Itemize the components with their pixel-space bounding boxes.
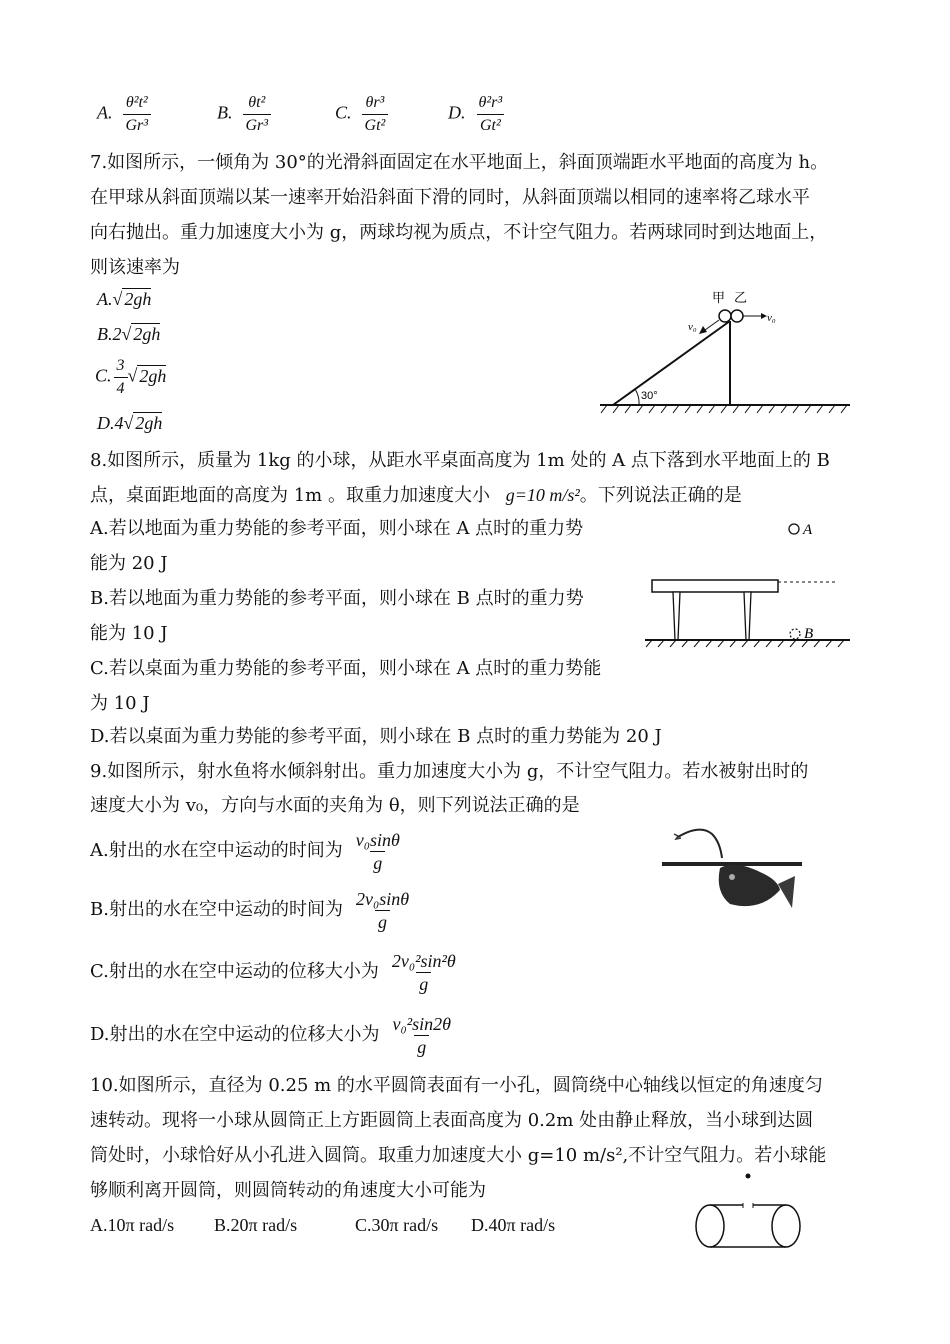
velocity-arrow-left [705, 320, 719, 330]
numerator: θt² [248, 94, 266, 111]
q8-option-b-line-2: 能为 10 J [90, 623, 168, 644]
q9-option-d [90, 1009, 454, 1061]
option-text: C.射出的水在空中运动的位移大小为 [90, 961, 379, 982]
numerator: θr³ [365, 94, 385, 111]
point-a-label: A [803, 522, 813, 538]
q8-option-a-line-1: A.若以地面为重力势能的参考平面，则小球在 A 点时的重力势 [90, 518, 584, 539]
label-yi: 乙 [734, 291, 748, 306]
numerator: v₀²sin2θ [392, 1013, 452, 1034]
denominator: g [414, 1035, 429, 1058]
velocity-label-right: v₀ [767, 312, 776, 324]
fraction [389, 950, 459, 995]
option-label: C. [335, 102, 352, 123]
q8-gravity-value: g=10 m/s² [505, 485, 580, 505]
q8-line-1: 8.如图所示，质量为 1kg 的小球，从距水平桌面高度为 1m 处的 A 点下落到水平地面上的 B [90, 450, 830, 471]
q10-option-b: B.20π rad/s [214, 1215, 298, 1235]
q10-option-a: A.10π rad/s [90, 1215, 175, 1235]
water-jet [678, 830, 722, 858]
point-b-label: B [804, 626, 814, 642]
q9-option-a [90, 825, 403, 877]
cylinder-right-end [772, 1205, 800, 1247]
q8-option-c-line-1: C.若以桌面为重力势能的参考平面，则小球在 A 点时的重力势能 [90, 658, 602, 679]
fraction [476, 92, 506, 137]
q10-option-d: D.40π rad/s [471, 1215, 556, 1235]
fish-eye [729, 874, 735, 880]
q8-table-figure [640, 510, 865, 650]
q7-option-a [97, 287, 151, 311]
q9-archerfish-figure [660, 822, 805, 917]
numerator: θ²t² [125, 94, 148, 111]
q7-line-4: 则该速率为 [90, 257, 180, 278]
option-label: C. [95, 365, 112, 386]
q9-line-2: 速度大小为 v₀，方向与水面的夹角为 θ，则下列说法正确的是 [90, 795, 580, 816]
fraction [243, 92, 272, 137]
q10-line-4: 够顺利离开圆筒，则圆筒转动的角速度大小可能为 [90, 1180, 486, 1201]
q7-option-d [97, 411, 162, 435]
table-leg-left [673, 592, 680, 640]
incline-surface [613, 321, 730, 405]
angle-arc [635, 389, 639, 405]
sqrt-expression: 2gh [135, 413, 163, 433]
sqrt-symbol: √ [121, 324, 132, 344]
q6-option-d [448, 92, 505, 137]
sqrt-expression: 2gh [133, 324, 161, 344]
option-label: D.4 [97, 413, 124, 433]
option-label: B.2 [97, 324, 122, 344]
table-top [652, 580, 778, 592]
q9-line-1: 9.如图所示，射水鱼将水倾斜射出。重力加速度大小为 g，不计空气阻力。若水被射出时的 [90, 761, 809, 782]
q7-line-2: 在甲球从斜面顶端以某一速率开始沿斜面下滑的同时，从斜面顶端以相同的速率将乙球水平 [90, 187, 810, 208]
option-label: D. [448, 102, 466, 123]
sqrt-expression: 2gh [139, 365, 167, 386]
q10-cylinder-figure [688, 1168, 808, 1253]
sqrt-symbol: √ [112, 289, 123, 309]
table-leg-right [744, 592, 751, 640]
q8-option-c-line-2: 为 10 J [90, 693, 150, 714]
velocity-label-left: v₀ [688, 321, 697, 333]
q7-option-b [97, 322, 160, 346]
q6-option-b [217, 92, 271, 137]
ball-at-a [789, 524, 799, 534]
sqrt-symbol: √ [123, 413, 134, 433]
q10-option-c: C.30π rad/s [355, 1215, 439, 1235]
option-label: B. [217, 102, 233, 123]
fish-tail [778, 876, 795, 908]
q7-line-1: 7.如图所示，一倾角为 30°的光滑斜面固定在水平地面上，斜面顶端距水平地面的高度为 h。 [90, 152, 829, 173]
q8-line-2 [90, 482, 742, 509]
denominator: g [370, 851, 385, 874]
fraction [114, 355, 128, 400]
option-label: A. [97, 102, 113, 123]
q9-option-c [90, 946, 459, 998]
q6-option-c [335, 92, 388, 137]
label-jia: 甲 [712, 291, 726, 306]
q7-incline-figure [595, 285, 855, 415]
fraction [390, 1013, 455, 1058]
q6-option-a [97, 92, 151, 137]
numerator: v₀sinθ [355, 829, 400, 850]
q8-option-a-line-2: 能为 20 J [90, 553, 168, 574]
option-text: A.射出的水在空中运动的时间为 [90, 840, 343, 861]
denominator: g [416, 972, 431, 995]
denominator: Gt² [362, 114, 389, 137]
q10-line-3: 筒处时，小球恰好从小孔进入圆筒。取重力加速度大小 g=10 m/s²,不计空气阻力。若小球能 [90, 1145, 827, 1166]
denominator: 4 [114, 377, 128, 400]
falling-ball [746, 1174, 751, 1179]
sqrt-symbol: √ [127, 365, 138, 386]
ball-at-b [790, 629, 800, 639]
numerator: 3 [116, 357, 125, 374]
fraction [123, 92, 152, 137]
fraction [353, 888, 412, 933]
option-label: A. [97, 289, 113, 309]
q8-line-2-text: 点，桌面距地面的高度为 1m 。取重力加速度大小 [90, 485, 490, 506]
angle-label: 30° [641, 390, 658, 402]
fish-body [719, 865, 780, 906]
cylinder-left-end [696, 1205, 724, 1247]
ball-yi [731, 310, 743, 322]
numerator: 2v₀²sin²θ [391, 950, 456, 971]
q8-option-d: D.若以桌面为重力势能的参考平面，则小球在 B 点时的重力势能为 20 J [90, 726, 662, 747]
option-text: D.射出的水在空中运动的位移大小为 [90, 1024, 380, 1045]
ground-hatch [601, 405, 847, 413]
q10-line-2: 速转动。现将一小球从圆筒正上方距圆筒上表面高度为 0.2m 处由静止释放，当小球到达圆 [90, 1110, 814, 1131]
numerator: θ²r³ [478, 94, 503, 111]
sqrt-expression: 2gh [124, 289, 152, 309]
q7-line-3: 向右抛出。重力加速度大小为 g，两球均视为质点，不计空气阻力。若两球同时到达地面上， [90, 222, 828, 243]
q8-option-b-line-1: B.若以地面为重力势能的参考平面，则小球在 B 点时的重力势 [90, 588, 584, 609]
numerator: 2v₀sinθ [355, 888, 410, 909]
q7-option-c [95, 355, 166, 400]
denominator: Gr³ [123, 114, 152, 137]
q9-option-b [90, 884, 412, 936]
q8-line-2-tail: 。下列说法正确的是 [579, 485, 742, 506]
option-text: B.射出的水在空中运动的时间为 [90, 899, 343, 920]
denominator: Gr³ [243, 114, 272, 137]
fraction [362, 92, 389, 137]
denominator: g [375, 910, 390, 933]
ground-hatch [646, 640, 844, 647]
ball-jia [719, 310, 731, 322]
q10-line-1: 10.如图所示，直径为 0.25 m 的水平圆筒表面有一小孔，圆筒绕中心轴线以恒定的角速度匀 [90, 1075, 823, 1096]
fraction [353, 829, 403, 874]
denominator: Gt² [477, 114, 504, 137]
